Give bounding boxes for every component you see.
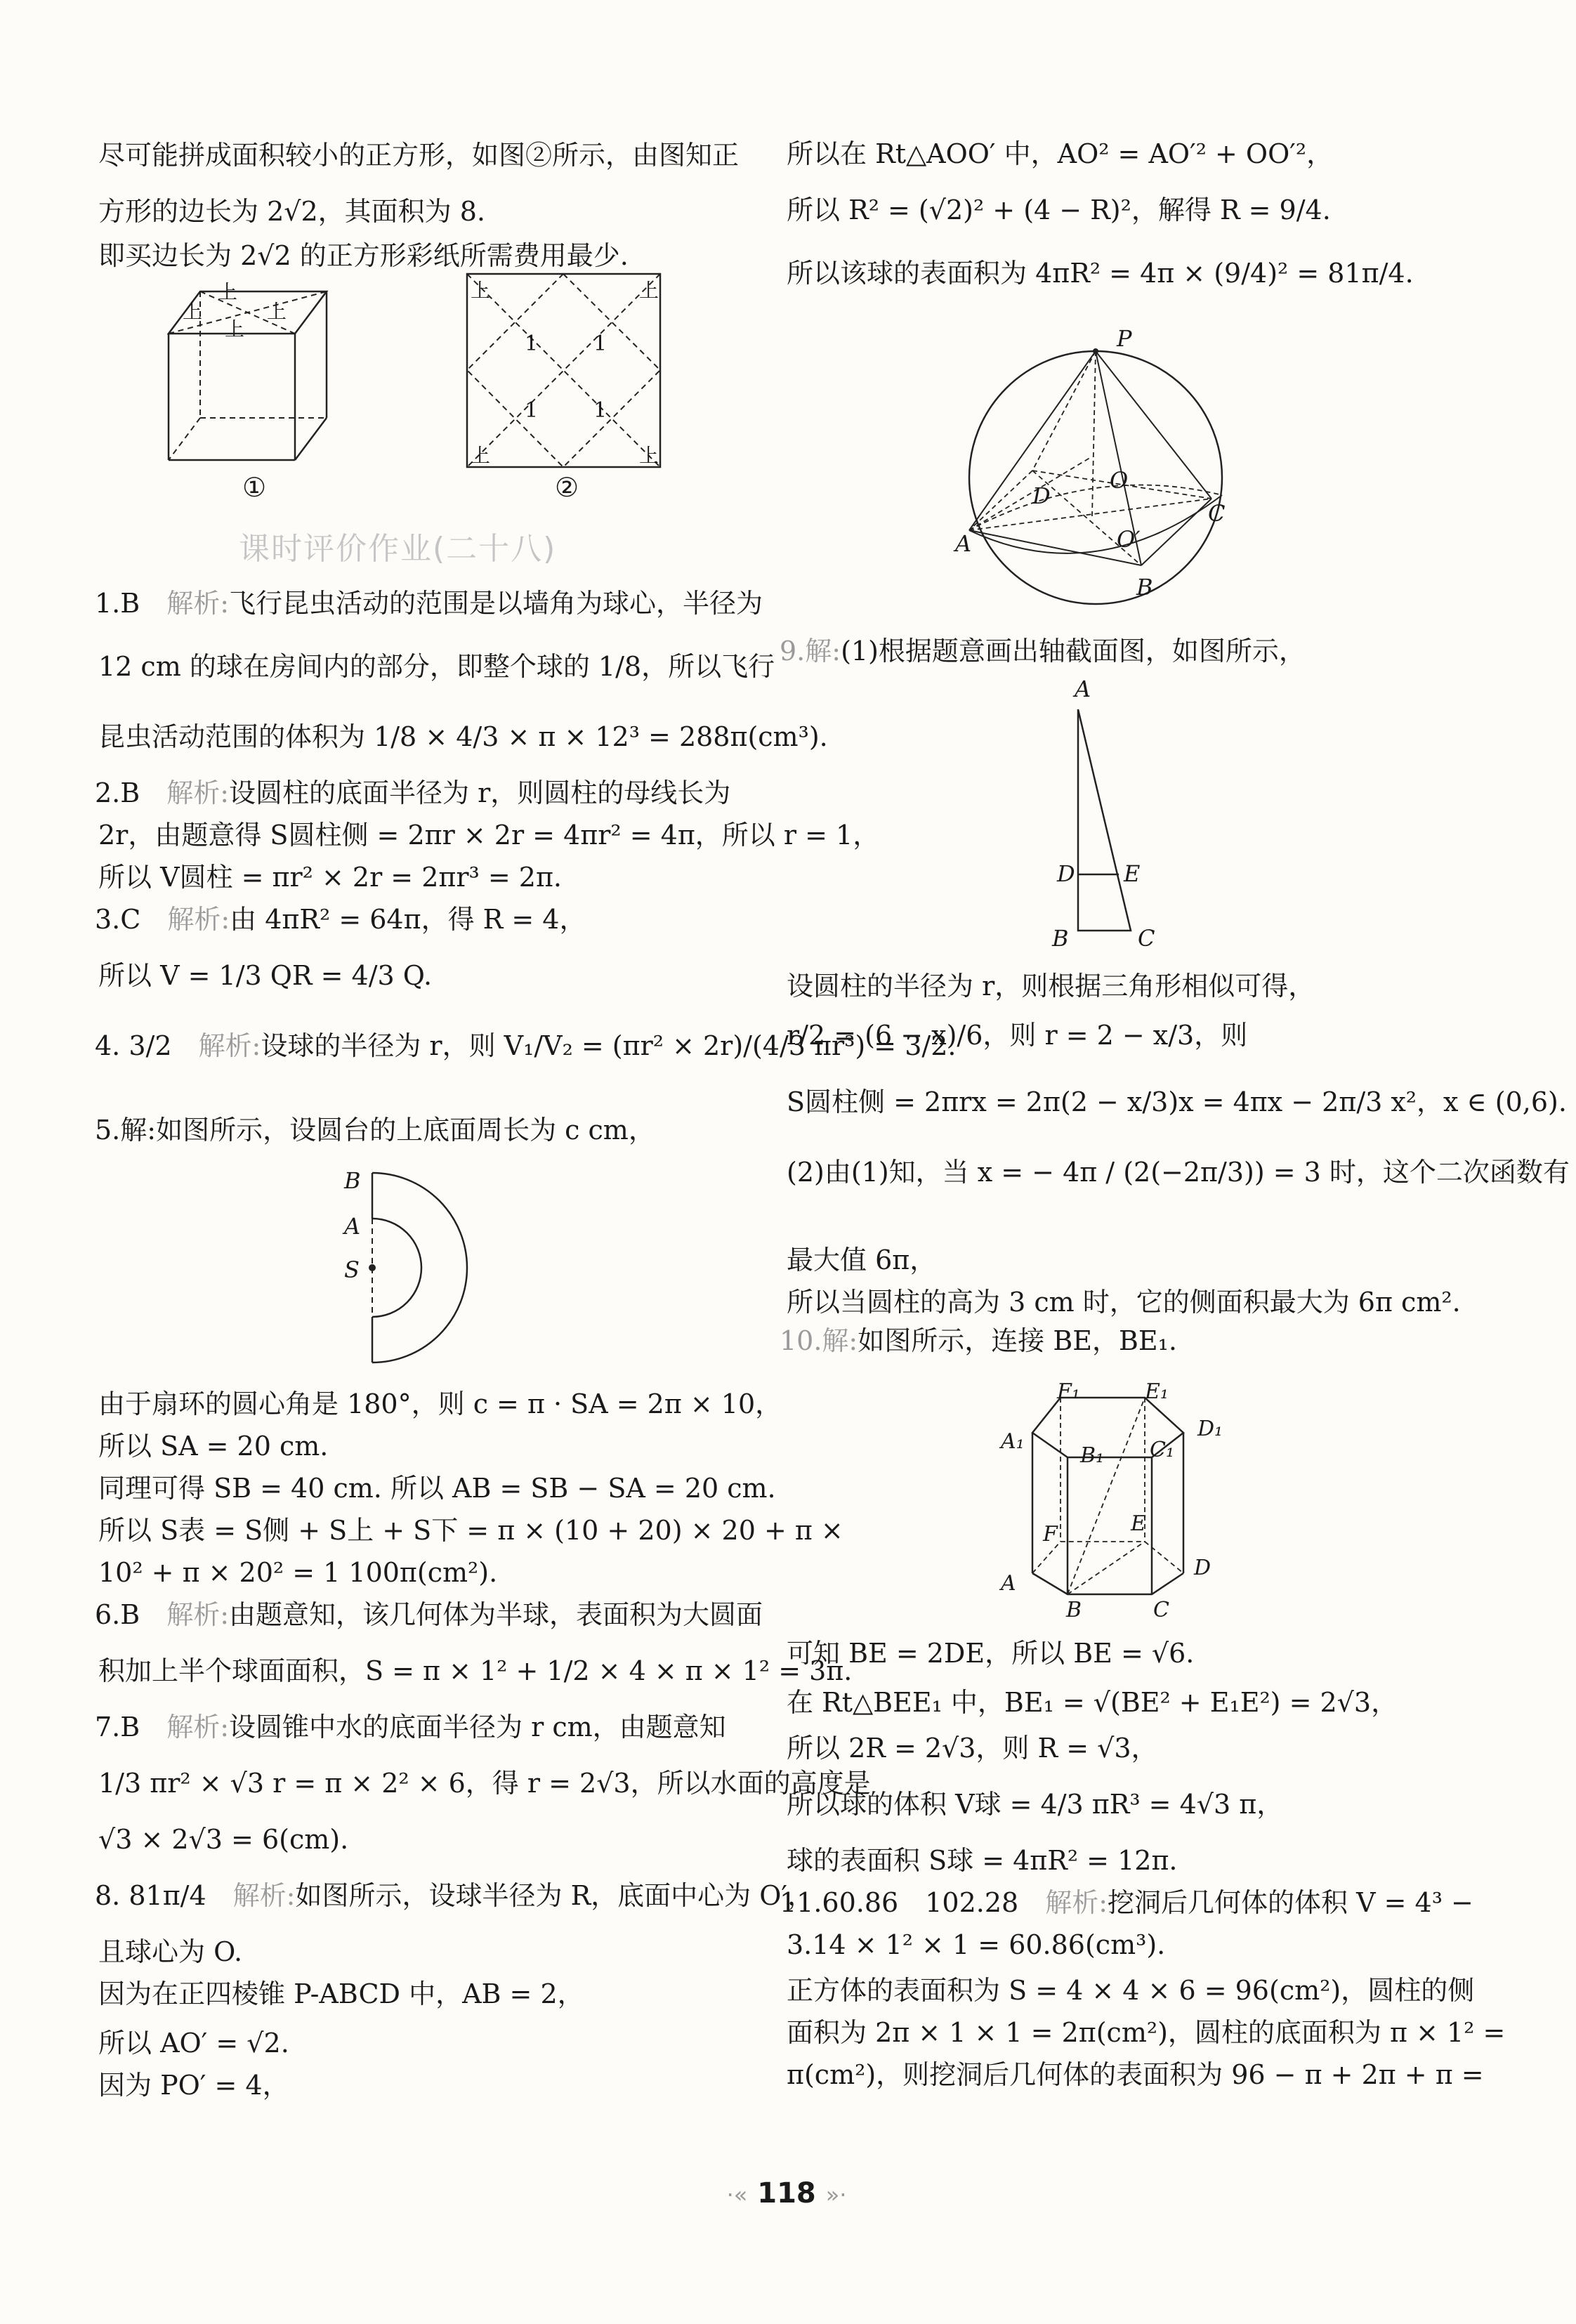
text-line: 球的表面积 S球 = 4πR² = 12π. — [787, 1845, 1178, 1876]
text-line: 如图所示，设圆台的上底面周长为 c cm， — [156, 1115, 655, 1145]
point-label: C — [1138, 925, 1155, 952]
point-label: A — [955, 530, 972, 557]
text-line: S圆柱侧 = 2πrx = 2π(2 − x/3)x = 4πx − 2π/3 x²，x ∈ (0,6). — [787, 1086, 1567, 1117]
point-label: E — [1124, 860, 1141, 887]
text-line: (1)根据题意画出轴截面图，如图所示， — [841, 636, 1306, 667]
point-label: B — [1052, 925, 1069, 952]
text-line: 所以 SA = 20 cm. — [98, 1431, 329, 1462]
text-line: 昆虫活动范围的体积为 1/8 × 4/3 × π × 12³ = 288π(cm³). — [98, 721, 828, 752]
figure-caption: ① — [242, 472, 267, 503]
text-line: 尽可能拼成面积较小的正方形，如图②所示，由图知正 — [98, 140, 740, 171]
question-number: 5.解: — [95, 1115, 157, 1145]
section-title: 课时评价作业(二十八) — [239, 531, 557, 567]
text-line: 且球心为 O. — [98, 1936, 243, 1967]
text-line: 所以 V圆柱 = πr² × 2r = 2πr³ = 2π. — [98, 862, 563, 893]
text-line: 设圆锥中水的底面半径为 r cm，由题意知 — [229, 1712, 726, 1742]
text-line: 如图所示，设球半径为 R，底面中心为 O′， — [295, 1880, 815, 1911]
square-number: 1 — [593, 398, 608, 423]
text-line: 所以球的体积 V球 = 4/3 πR³ = 4√3 π， — [787, 1789, 1284, 1820]
analysis-label: 解析: — [1045, 1887, 1108, 1918]
cube-top-label: 上 — [225, 317, 245, 341]
text-line: 由 4πR² = 64π，得 R = 4， — [230, 904, 586, 935]
square-figure — [464, 270, 667, 478]
text-line: √3 × 2√3 = 6(cm). — [98, 1824, 349, 1855]
analysis-label: 解析: — [166, 1599, 230, 1630]
square-corner-label: 上 — [639, 279, 659, 302]
text-line: 同理可得 SB = 40 cm. 所以 AB = SB − SA = 20 cm. — [98, 1473, 776, 1504]
text-line: 积加上半个球面面积，S = π × 1² + 1/2 × 4 × π × 1² = 3π. — [98, 1655, 853, 1686]
figure-caption: ② — [555, 472, 579, 503]
text-line: 面积为 2π × 1 × 1 = 2π(cm²)，圆柱的底面积为 π × 1² = — [787, 2017, 1506, 2048]
analysis-label: 解析: — [166, 777, 230, 808]
point-label: C₁ — [1150, 1438, 1174, 1462]
sector-ring-figure — [365, 1166, 506, 1381]
page-number — [674, 2177, 899, 2210]
text-line: 所以在 Rt△AOO′ 中，AO² = AO′² + OO′²， — [787, 138, 1334, 169]
point-label: B — [1136, 574, 1153, 600]
point-label: E₁ — [1145, 1379, 1169, 1404]
question-number: 2.B — [95, 777, 140, 808]
square-corner-label: 上 — [471, 279, 491, 302]
page-number-deco: »· — [825, 2181, 847, 2208]
question-number: 8. 81π/4 — [95, 1880, 206, 1911]
text-line: 3.14 × 1² × 1 = 60.86(cm³). — [787, 1929, 1166, 1960]
point-label: A — [1075, 676, 1091, 702]
analysis-label: 解析: — [166, 1712, 230, 1742]
text-line: 所以 AO′ = √2. — [98, 2028, 289, 2059]
text-line: 在 Rt△BEE₁ 中，BE₁ = √(BE² + E₁E²) = 2√3， — [787, 1687, 1398, 1718]
hexagonal-prism-figure — [1018, 1377, 1243, 1620]
question-number: 11.60.86 102.28 — [780, 1887, 1019, 1918]
question-number: 4. 3/2 — [95, 1030, 172, 1061]
text-line: 因为在正四棱锥 P-ABCD 中，AB = 2， — [98, 1978, 584, 2009]
text-line: 12 cm 的球在房间内的部分，即整个球的 1/8，所以飞行 — [98, 651, 775, 682]
point-label: E — [1131, 1511, 1146, 1536]
point-label: A₁ — [1001, 1429, 1025, 1454]
point-label: F — [1043, 1522, 1058, 1547]
point-label: D — [1194, 1556, 1211, 1580]
point-label: O — [1110, 467, 1129, 494]
cube-top-label: 上 — [218, 280, 238, 303]
text-line: 即买边长为 2√2 的正方形彩纸所需费用最少. — [98, 240, 629, 271]
point-label: P — [1117, 325, 1132, 352]
text-line: 1/3 πr² × √3 r = π × 2² × 6，得 r = 2√3，所以水面的高度是 — [98, 1768, 871, 1799]
point-label: O′ — [1117, 526, 1141, 553]
point-label: A — [1001, 1571, 1016, 1596]
question-number: 6.B — [95, 1599, 140, 1630]
point-label: D₁ — [1197, 1417, 1223, 1441]
text-line: (2)由(1)知，当 x = − 4π / (2(−2π/3)) = 3 时，这个二次函数有 — [787, 1157, 1570, 1188]
square-number: 1 — [593, 331, 608, 356]
analysis-label: 解析: — [198, 1030, 261, 1061]
text-line: 正方体的表面积为 S = 4 × 4 × 6 = 96(cm²)，圆柱的侧 — [787, 1975, 1475, 2006]
point-label: C — [1208, 500, 1226, 527]
analysis-label: 解析: — [232, 1880, 296, 1911]
square-corner-label: 上 — [471, 444, 491, 467]
text-line: 由于扇环的圆心角是 180°，则 c = π · SA = 2π × 10， — [98, 1389, 782, 1419]
analysis-label: 解析: — [166, 588, 230, 619]
text-line: 方形的边长为 2√2，其面积为 8. — [98, 196, 485, 227]
point-label: B — [1066, 1598, 1082, 1622]
point-label: S — [344, 1256, 360, 1283]
square-number: 1 — [525, 398, 539, 423]
text-line: 最大值 6π， — [787, 1245, 937, 1275]
text-line: 可知 BE = 2DE，所以 BE = √6. — [787, 1638, 1195, 1669]
text-line: 所以当圆柱的高为 3 cm 时，它的侧面积最大为 6π cm². — [787, 1287, 1461, 1318]
question-number: 9.解: — [780, 636, 841, 667]
triangle-section-figure — [1064, 702, 1148, 945]
point-label: C — [1153, 1598, 1169, 1622]
sphere-pyramid-figure — [955, 330, 1236, 615]
page-number-deco: ·« — [726, 2181, 748, 2208]
text-line: 所以 S表 = S侧 + S上 + S下 = π × (10 + 20) × 20 + π × — [98, 1515, 843, 1546]
square-corner-label: 上 — [639, 444, 659, 467]
text-line: 所以 V = 1/3 QR = 4/3 Q. — [98, 960, 433, 991]
text-line: 如图所示，连接 BE，BE₁. — [858, 1325, 1177, 1356]
text-line: 设圆柱的半径为 r，则根据三角形相似可得， — [787, 971, 1315, 1002]
point-label: D — [1057, 860, 1075, 887]
point-label: B — [344, 1167, 361, 1194]
cube-top-label: 上 — [267, 300, 287, 323]
question-number: 7.B — [95, 1712, 140, 1742]
text-line: 因为 PO′ = 4， — [98, 2070, 289, 2101]
text-line: r/2 = (6 − x)/6，则 r = 2 − x/3，则 — [787, 1020, 1248, 1051]
analysis-label: 解析: — [167, 904, 230, 935]
page-number-value: 118 — [757, 2177, 816, 2210]
question-number: 10.解: — [780, 1325, 858, 1356]
point-label: A — [344, 1213, 361, 1240]
point-label: F₁ — [1057, 1379, 1080, 1404]
text-line: 所以 2R = 2√3，则 R = √3， — [787, 1733, 1158, 1764]
point-label: D — [1032, 482, 1051, 509]
text-line: 设球的半径为 r，则 V₁/V₂ = (πr² × 2r)/(4/3 πr³) = 3/2. — [261, 1030, 957, 1061]
cube-top-label: 上 — [183, 300, 203, 323]
square-number: 1 — [525, 331, 539, 356]
question-number: 1.B — [95, 588, 140, 619]
text-line: 飞行昆虫活动的范围是以墙角为球心，半径为 — [229, 588, 763, 619]
text-line: 设圆柱的底面半径为 r，则圆柱的母线长为 — [229, 777, 731, 808]
text-line: π(cm²)，则挖洞后几何体的表面积为 96 − π + 2π + π = — [787, 2059, 1484, 2090]
text-line: 挖洞后几何体的体积 V = 4³ − — [1108, 1887, 1473, 1918]
point-label: B₁ — [1080, 1443, 1105, 1468]
text-line: 2r，由题意得 S圆柱侧 = 2πr × 2r = 4πr² = 4π，所以 r = 1， — [98, 820, 880, 851]
text-line: 由题意知，该几何体为半球，表面积为大圆面 — [229, 1599, 763, 1630]
text-line: 所以 R² = (√2)² + (4 − R)²，解得 R = 9/4. — [787, 195, 1331, 225]
text-line: 所以该球的表面积为 4πR² = 4π × (9/4)² = 81π/4. — [787, 258, 1414, 289]
text-line: 10² + π × 20² = 1 100π(cm²). — [98, 1557, 498, 1588]
question-number: 3.C — [95, 904, 141, 935]
